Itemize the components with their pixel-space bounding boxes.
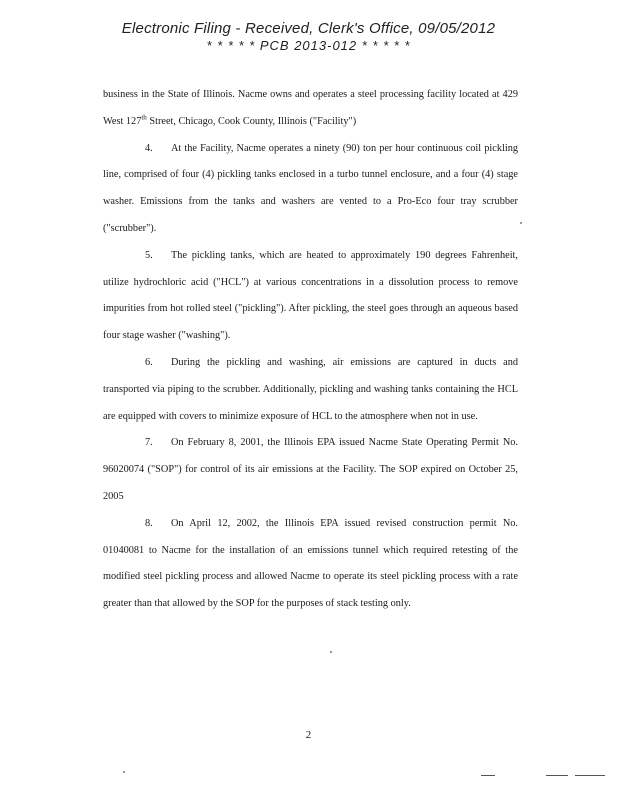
intro-text-b: Street, Chicago, Cook County, Illinois ("Facility") (146, 115, 357, 127)
paragraph-text: During the pickling and washing, air emissions are captured in ducts and transported via piping to the scrubber. Additionally, pickling and washing tanks containing the HCL are equipped with covers to minimize exposure of HCL to the atmosphere when not in use. (103, 356, 518, 422)
filing-stamp-line2: * * * * * PCB 2013-012 * * * * * (206, 38, 411, 53)
paragraph-7 (103, 430, 518, 510)
paragraph-number: 6. (145, 356, 153, 368)
intro-paragraph (103, 82, 518, 136)
paragraph-text: At the Facility, Nacme operates a ninety (90) ton per hour continuous coil pickling line, comprised of four (4) pickling tanks enclosed in a turbo tunnel enclosure, and a four (4) stage washer. Emissions from the tanks and washers are vented to a Pro-Eco four tray scrubber ("scrubber"). (103, 142, 518, 234)
scan-speck (330, 651, 332, 653)
scan-speck (520, 222, 522, 224)
paragraph-5 (103, 243, 518, 350)
paragraph-4 (103, 136, 518, 243)
scan-mark (546, 775, 568, 776)
paragraph-text: On April 12, 2002, the Illinois EPA issued revised construction permit No. 01040081 to Nacme for the installation of an emissions tunnel which required retesting of the modified steel pickling process and allowed Nacme to operate its steel pickling process with a rate greater than that allowed by the SOP for the purposes of stack testing only. (103, 517, 518, 610)
intro-text-a: business in the State of Illinois. Nacme owns and operates a steel processing facility located at 429 West 127 (103, 89, 518, 127)
filing-stamp-line1: Electronic Filing - Received, Clerk's Office, 09/05/2012 (121, 20, 496, 37)
scan-mark (481, 775, 495, 776)
page-number: 2 (305, 729, 312, 741)
paragraph-text: On February 8, 2001, the Illinois EPA issued Nacme State Operating Permit No. 96020074 ("SOP") for control of its air emissions at the Facility. The SOP expired on October 25, 2005 (103, 437, 518, 502)
scan-speck (123, 771, 125, 773)
paragraph-number: 4. (145, 142, 153, 154)
paragraph-text: The pickling tanks, which are heated to approximately 190 degrees Fahrenheit, utilize hydrochloric acid ("HCL") at various concentrations in a dissolution process to remove impurities from hot rolled steel ("pickling"). After pickling, the steel goes through an aqueous based four stage washer ("washing"). (103, 249, 518, 342)
ordinal-suffix: th (141, 113, 147, 122)
paragraph-number: 8. (145, 517, 153, 529)
scan-mark (575, 775, 605, 776)
paragraph-number: 7. (145, 437, 153, 449)
document-body (103, 82, 518, 618)
paragraph-8 (103, 511, 518, 618)
paragraph-number: 5. (145, 249, 153, 261)
paragraph-6 (103, 350, 518, 430)
